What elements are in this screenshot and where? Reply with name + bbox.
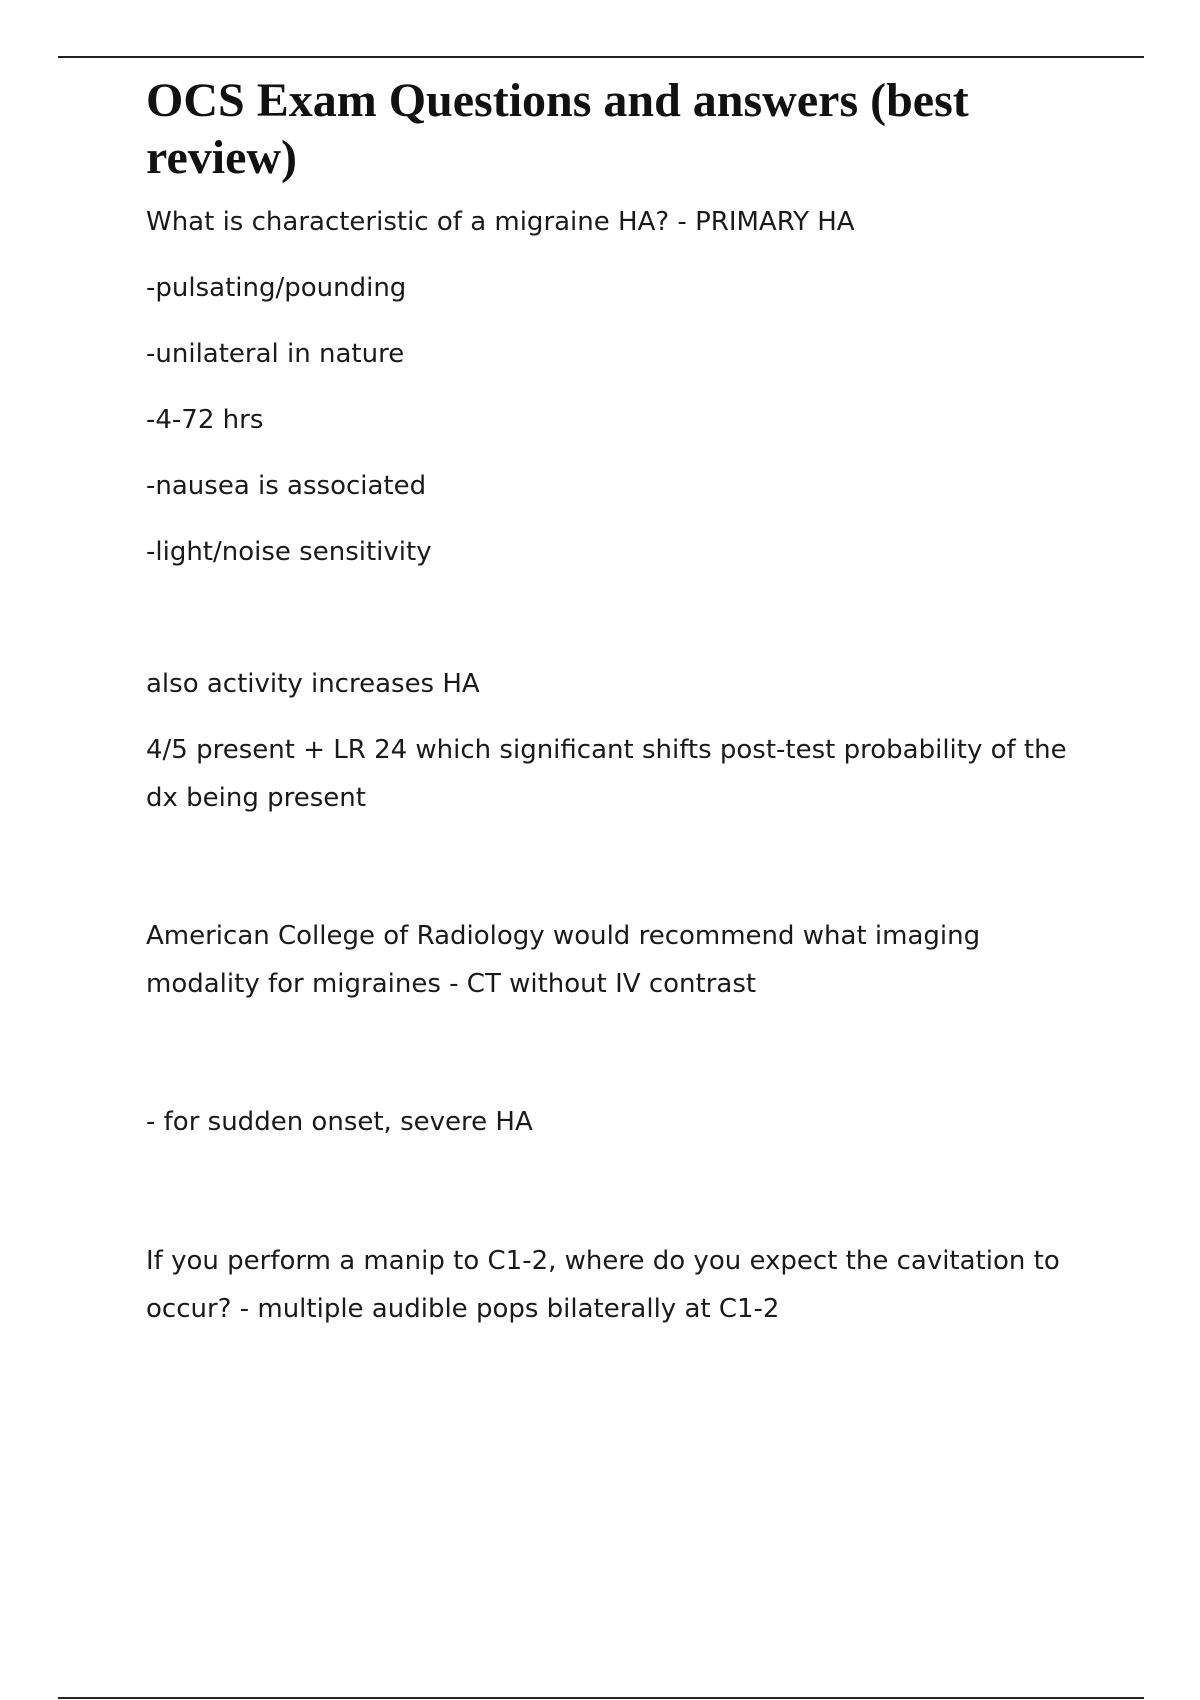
- question-imaging-modality: American College of Radiology would recommend what imaging modality for migraines - CT without IV contrast: [146, 921, 981, 999]
- spacer: [146, 511, 1076, 528]
- spacer: [146, 445, 1076, 462]
- spacer: [146, 313, 1076, 330]
- spacer: [146, 1008, 1076, 1098]
- document-body: [146, 72, 1076, 1333]
- question-c1-2-manipulation: If you perform a manip to C1-2, where do you expect the cavitation to occur? - multiple audible pops bilaterally at C1-2: [146, 1246, 1060, 1324]
- answer-line-unilateral: -unilateral in nature: [146, 339, 405, 369]
- question-migraine-characteristics: What is characteristic of a migraine HA? - PRIMARY HA: [146, 207, 855, 237]
- spacer: [146, 577, 1076, 660]
- document-title: OCS Exam Questions and answers (best review): [146, 74, 969, 184]
- answer-line-nausea: -nausea is associated: [146, 471, 427, 501]
- answer-line-likelihood-ratio: 4/5 present + LR 24 which significant shifts post-test probability of the dx being present: [146, 735, 1067, 813]
- bottom-divider: [58, 1697, 1144, 1699]
- answer-line-sensitivity: -light/noise sensitivity: [146, 537, 432, 567]
- spacer: [146, 1147, 1076, 1237]
- answer-line-duration: -4-72 hrs: [146, 405, 264, 435]
- spacer: [146, 247, 1076, 264]
- spacer: [146, 822, 1076, 912]
- spacer: [146, 709, 1076, 726]
- answer-line-pulsating: -pulsating/pounding: [146, 273, 407, 303]
- answer-line-sudden-onset: - for sudden onset, severe HA: [146, 1107, 533, 1137]
- top-divider: [58, 56, 1144, 58]
- answer-line-activity: also activity increases HA: [146, 669, 480, 699]
- spacer: [146, 379, 1076, 396]
